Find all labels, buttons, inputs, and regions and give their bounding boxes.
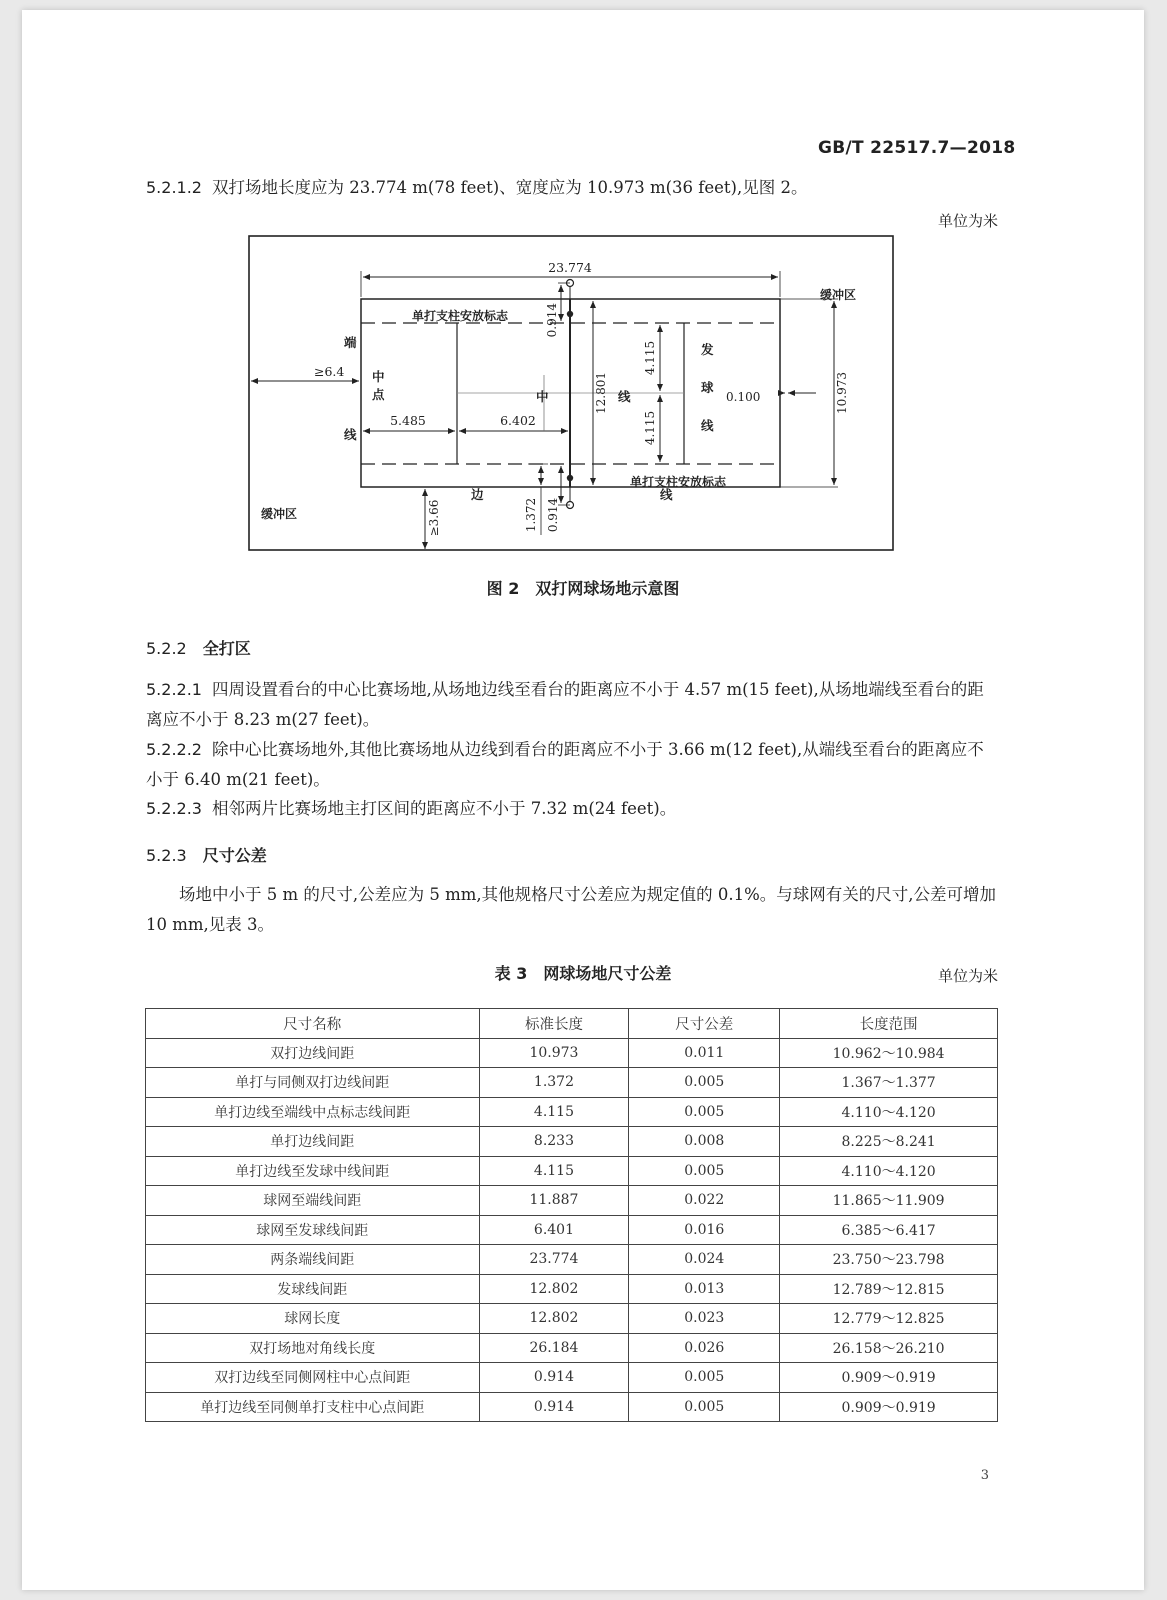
- label-post-mark-top: 单打支柱安放标志: [412, 309, 509, 323]
- label-length: 23.774: [548, 260, 592, 275]
- table-cell: 26.184: [479, 1333, 629, 1363]
- document-page: [22, 10, 1144, 1590]
- table-cell: 10.973: [479, 1038, 629, 1068]
- table-cell: 12.779～12.825: [780, 1304, 998, 1334]
- table-cell: 4.110～4.120: [780, 1097, 998, 1127]
- table-cell: 12.789～12.815: [780, 1274, 998, 1304]
- table-cell: 4.110～4.120: [780, 1156, 998, 1186]
- table-cell: 0.013: [629, 1274, 780, 1304]
- clause-number: 5.2.2.2: [146, 740, 202, 759]
- table-cell: 6.385～6.417: [780, 1215, 998, 1245]
- section-5-2-2: [146, 636, 251, 659]
- unit-note: 单位为米: [937, 212, 998, 230]
- table-header-row: [146, 1009, 998, 1039]
- label-ge-3-66: ≥3.66: [427, 499, 441, 537]
- table-cell: 0.005: [629, 1156, 780, 1186]
- page-number: 3: [980, 1468, 989, 1483]
- label-width: 10.973: [835, 372, 849, 414]
- table-cell: 两条端线间距: [146, 1245, 480, 1275]
- table-cell: 23.774: [479, 1245, 629, 1275]
- table-cell: 球网长度: [146, 1304, 480, 1334]
- label-6-402: 6.402: [500, 413, 536, 428]
- table-cell: 0.008: [629, 1127, 780, 1157]
- table-cell: 1.372: [479, 1068, 629, 1098]
- table-row: [146, 1186, 998, 1216]
- section-number: 5.2.2: [146, 639, 187, 658]
- table-unit-note: 单位为米: [937, 967, 998, 985]
- table-cell: 4.115: [479, 1097, 629, 1127]
- paragraph-5-2-3: 场地中小于 5 m 的尺寸,公差应为 5 mm,其他规格尺寸公差应为规定值的 0.1%。与球网有关的尺寸,公差可增加 10 mm,见表 3。: [146, 885, 997, 934]
- header-cell: 尺寸公差: [629, 1009, 780, 1039]
- label-center-line-1: 中: [536, 389, 549, 404]
- section-title: 尺寸公差: [202, 846, 267, 865]
- label-service-line-1: 发: [701, 342, 714, 357]
- label-half-service-top: 4.115: [643, 340, 657, 376]
- table-row: [146, 1068, 998, 1098]
- table-cell: 球网至端线间距: [146, 1186, 480, 1216]
- table-cell: 单打边线至发球中线间距: [146, 1156, 480, 1186]
- table-cell: 0.914: [479, 1363, 629, 1393]
- label-end-line-1: 端: [344, 335, 357, 350]
- label-side-line-2: 线: [660, 487, 673, 502]
- table-cell: 0.016: [629, 1215, 780, 1245]
- table-cell: 10.962～10.984: [780, 1038, 998, 1068]
- table-cell: 0.022: [629, 1186, 780, 1216]
- table-cell: 0.011: [629, 1038, 780, 1068]
- header-cell: 长度范围: [780, 1009, 998, 1039]
- tolerance-table: [145, 1008, 998, 1422]
- table-row: [146, 1097, 998, 1127]
- label-post-mark-bottom: 单打支柱安放标志: [630, 475, 727, 489]
- header-cell: 尺寸名称: [146, 1009, 480, 1039]
- table-cell: 0.005: [629, 1363, 780, 1393]
- table-cell: 0.005: [629, 1068, 780, 1098]
- table-cell: 12.802: [479, 1274, 629, 1304]
- figure-caption: 图 2 双打网球场地示意图: [486, 579, 680, 598]
- label-service-line-2: 球: [701, 380, 714, 395]
- clause-5-2-1-2: [146, 173, 998, 203]
- table-cell: 单打边线至端线中点标志线间距: [146, 1097, 480, 1127]
- table-caption: 表 3 网球场地尺寸公差: [494, 964, 672, 983]
- label-service-line-3: 线: [701, 418, 714, 433]
- table-cell: 0.026: [629, 1333, 780, 1363]
- table-cell: 单打与同侧双打边线间距: [146, 1068, 480, 1098]
- table-cell: 双打场地对角线长度: [146, 1333, 480, 1363]
- table-cell: 12.802: [479, 1304, 629, 1334]
- table-cell: 6.401: [479, 1215, 629, 1245]
- label-gap-top: 0.914: [545, 303, 559, 338]
- table-cell: 双打边线间距: [146, 1038, 480, 1068]
- label-center-line-2: 线: [618, 389, 631, 404]
- clause-text: 四周设置看台的中心比赛场地,从场地边线至看台的距离应不小于 4.57 m(15 feet),从场地端线至看台的距离应不小于 8.23 m(27 feet)。: [146, 680, 984, 729]
- table-row: [146, 1038, 998, 1068]
- singles-post-mark-top: [567, 311, 573, 317]
- table-row: [146, 1363, 998, 1393]
- label-0-100: 0.100: [726, 390, 761, 404]
- table-cell: 0.005: [629, 1392, 780, 1422]
- table-row: [146, 1392, 998, 1422]
- label-1-372: 1.372: [524, 497, 538, 533]
- table-cell: 4.115: [479, 1156, 629, 1186]
- clause-number: 5.2.2.3: [146, 799, 202, 818]
- section-5-2-3: [146, 843, 267, 866]
- table-cell: 单打边线间距: [146, 1127, 480, 1157]
- table-row: [146, 1274, 998, 1304]
- table-cell: 单打边线至同侧单打支柱中心点间距: [146, 1392, 480, 1422]
- label-end-line-2: 线: [344, 427, 357, 442]
- table-cell: 0.024: [629, 1245, 780, 1275]
- table-cell: 0.005: [629, 1097, 780, 1127]
- label-gap-bottom: 0.914: [546, 497, 560, 533]
- label-center-mark-2: 点: [372, 387, 385, 402]
- table-body: [146, 1038, 998, 1422]
- section-number: 5.2.3: [146, 846, 187, 865]
- clause-5-2-2-3: [146, 794, 998, 824]
- table-cell: 26.158～26.210: [780, 1333, 998, 1363]
- label-12-801: 12.801: [594, 372, 608, 414]
- table-cell: 0.909～0.919: [780, 1392, 998, 1422]
- table-cell: 0.023: [629, 1304, 780, 1334]
- table-cell: 8.233: [479, 1127, 629, 1157]
- clause-number: 5.2.1.2: [146, 178, 202, 197]
- table-row: [146, 1127, 998, 1157]
- section-title: 全打区: [202, 639, 251, 658]
- label-buffer-top: 缓冲区: [820, 288, 857, 302]
- table-cell: 8.225～8.241: [780, 1127, 998, 1157]
- clause-number: 5.2.2.1: [146, 680, 202, 699]
- clause-5-2-2-2: [146, 735, 998, 795]
- court-diagram: [248, 235, 894, 552]
- label-5-485: 5.485: [390, 413, 426, 428]
- table-cell: 0.914: [479, 1392, 629, 1422]
- table-row: [146, 1333, 998, 1363]
- label-half-service-bottom: 4.115: [643, 410, 657, 446]
- table-cell: 发球线间距: [146, 1274, 480, 1304]
- table-cell: 双打边线至同侧网柱中心点间距: [146, 1363, 480, 1393]
- table-cell: 11.887: [479, 1186, 629, 1216]
- table-row: [146, 1156, 998, 1186]
- table-cell: 23.750～23.798: [780, 1245, 998, 1275]
- table-row: [146, 1304, 998, 1334]
- table-cell: 1.367～1.377: [780, 1068, 998, 1098]
- table-cell: 0.909～0.919: [780, 1363, 998, 1393]
- label-side-line-1: 边: [471, 487, 484, 502]
- clause-text: 相邻两片比赛场地主打区间的距离应不小于 7.32 m(24 feet)。: [211, 799, 677, 818]
- clause-text: 双打场地长度应为 23.774 m(78 feet)、宽度应为 10.973 m(36 feet),见图 2。: [211, 178, 808, 197]
- table-cell: 11.865～11.909: [780, 1186, 998, 1216]
- header-cell: 标准长度: [479, 1009, 629, 1039]
- clause-5-2-2-1: [146, 675, 998, 735]
- table-row: [146, 1215, 998, 1245]
- table-cell: 球网至发球线间距: [146, 1215, 480, 1245]
- table-row: [146, 1245, 998, 1275]
- label-center-mark-1: 中: [372, 369, 385, 384]
- singles-post-mark-bottom: [567, 475, 573, 481]
- clause-text: 除中心比赛场地外,其他比赛场地从边线到看台的距离应不小于 3.66 m(12 feet),从端线至看台的距离应不小于 6.40 m(21 feet)。: [146, 740, 984, 789]
- label-ge-6-4: ≥6.4: [314, 364, 345, 379]
- label-buffer-left: 缓冲区: [261, 507, 298, 521]
- standard-code: GB/T 22517.7—2018: [818, 138, 1016, 158]
